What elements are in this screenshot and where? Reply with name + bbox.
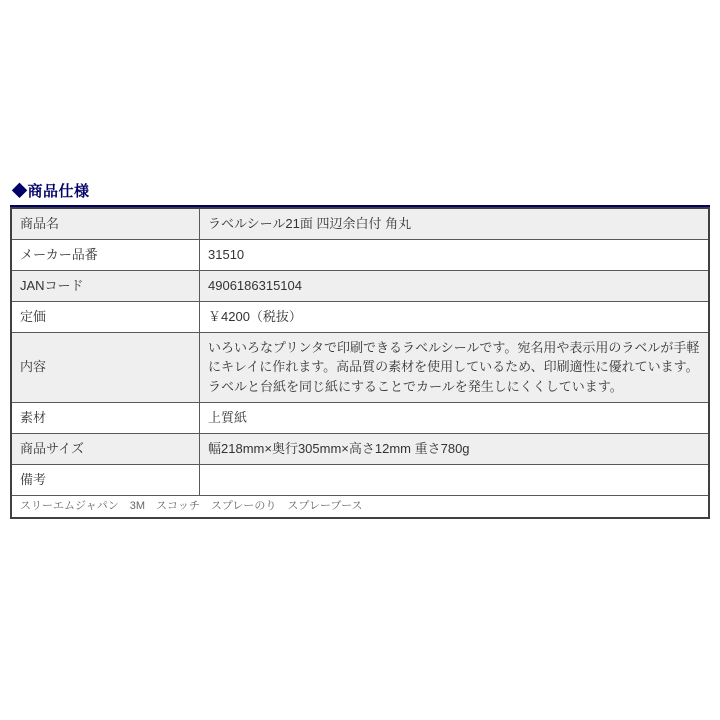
spec-label: JANコード: [11, 270, 200, 301]
spec-row-description: [11, 332, 709, 402]
spec-value: 31510: [200, 239, 710, 270]
spec-row-product-name: [11, 208, 709, 239]
spec-row-material: [11, 402, 709, 433]
spec-value: [200, 464, 710, 495]
spec-label: 定価: [11, 301, 200, 332]
spec-row-remarks: [11, 464, 709, 495]
spec-value: いろいろなプリンタで印刷できるラベルシールです。宛名用や表示用のラベルが手軽にキレイに作れます。高品質の素材を使用しているため、印刷適性に優れています。ラベルと台紙を同じ紙にすることでカールを発生しにくくしています。: [200, 332, 710, 402]
spec-label: 備考: [11, 464, 200, 495]
spec-label: 素材: [11, 402, 200, 433]
spec-row-maker-code: [11, 239, 709, 270]
spec-label: メーカー品番: [11, 239, 200, 270]
spec-value: 幅218mm×奥行305mm×高さ12mm 重さ780g: [200, 433, 710, 464]
spec-label: 商品名: [11, 208, 200, 239]
spec-row-list-price: [11, 301, 709, 332]
spec-label: 内容: [11, 332, 200, 402]
spec-row-jan-code: [11, 270, 709, 301]
keyword-footer-row: [11, 495, 709, 518]
section-heading: ◆商品仕様: [10, 180, 710, 207]
spec-value: 上質紙: [200, 402, 710, 433]
keyword-footer-text: スリーエムジャパン 3M スコッチ スプレーのり スプレーブース: [11, 495, 709, 518]
product-spec-table: [10, 207, 710, 519]
spec-row-product-size: [11, 433, 709, 464]
spec-label: 商品サイズ: [11, 433, 200, 464]
spec-value: 4906186315104: [200, 270, 710, 301]
spec-value: ￥4200（税抜）: [200, 301, 710, 332]
spec-value: ラベルシール21面 四辺余白付 角丸: [200, 208, 710, 239]
